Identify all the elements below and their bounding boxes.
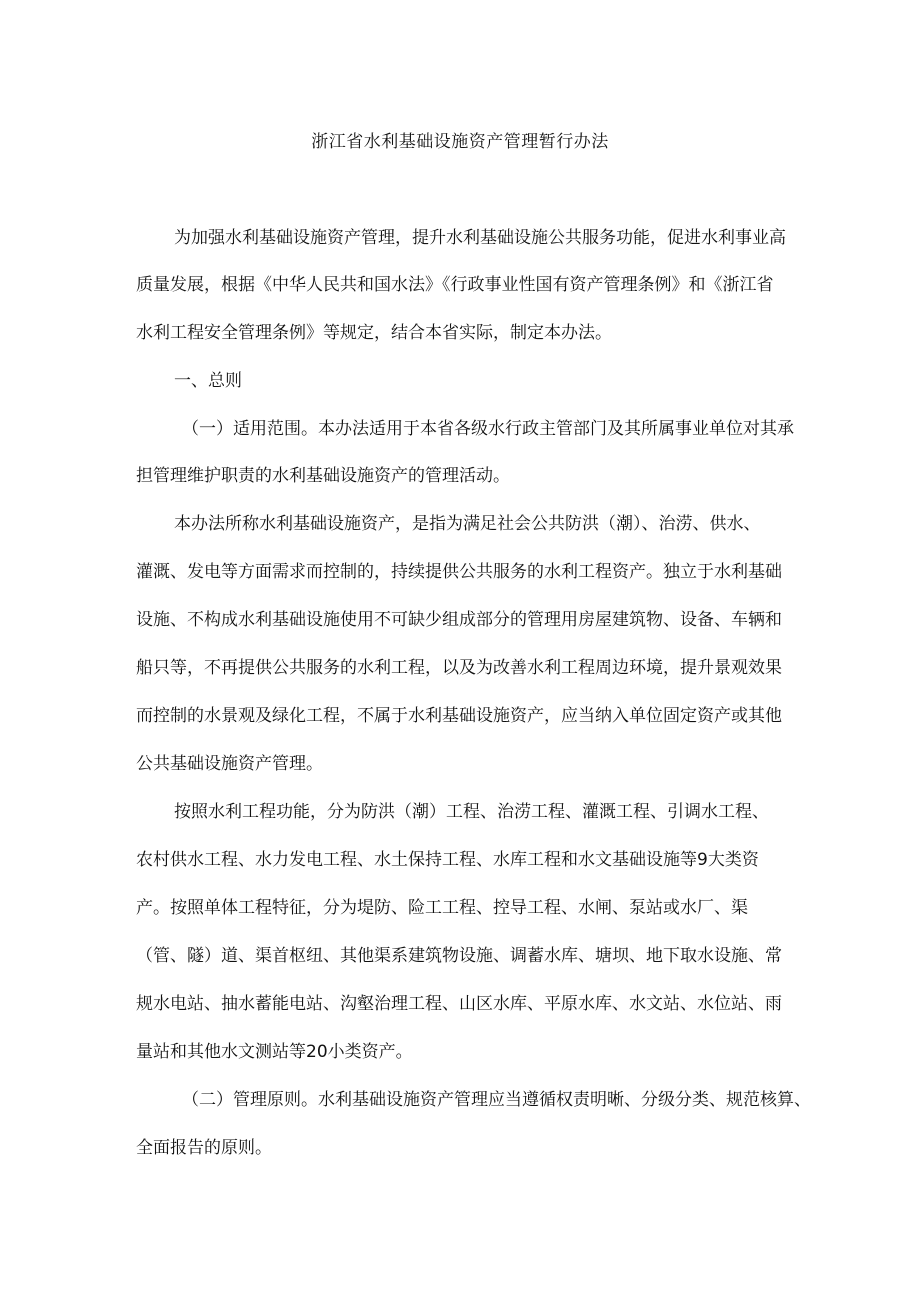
paragraph-line: 担管理维护职责的水利基础设施资产的管理活动。 — [136, 466, 510, 486]
paragraph-line: 水利工程安全管理条例》等规定，结合本省实际，制定本办法。 — [136, 323, 612, 343]
paragraph-line: 农村供水工程、水力发电工程、水土保持工程、水库工程和水文基础设施等9大类资 — [136, 850, 759, 870]
paragraph-line: 灌溉、发电等方面需求而控制的，持续提供公共服务的水利工程资产。独立于水利基础 — [136, 562, 782, 582]
paragraph-line: 产。按照单体工程特征，分为堤防、险工工程、控导工程、水闸、泵站或水厂、渠 — [136, 898, 748, 918]
paragraph-line: 质量发展，根据《中华人民共和国水法》《行政事业性国有资产管理条例》和《浙江省 — [136, 275, 774, 295]
paragraph-line: 全面报告的原则。 — [136, 1138, 272, 1158]
paragraph-line: 而控制的水景观及绿化工程，不属于水利基础设施资产，应当纳入单位固定资产或其他 — [136, 706, 782, 726]
document-title: 浙江省水利基础设施资产管理暂行办法 — [311, 132, 609, 152]
paragraph-line: 量站和其他水文测站等20小类资产。 — [136, 1042, 413, 1062]
paragraph-line: 公共基础设施资产管理。 — [136, 754, 323, 774]
paragraph-line: （二）管理原则。水利基础设施资产管理应当遵循权责明晰、分级分类、规范核算、 — [182, 1090, 811, 1110]
paragraph-line: 规水电站、抽水蓄能电站、沟壑治理工程、山区水库、平原水库、水文站、水位站、雨 — [136, 994, 782, 1014]
paragraph-line: （管、隧）道、渠首枢纽、其他渠系建筑物设施、调蓄水库、塘坝、地下取水设施、常 — [136, 946, 782, 966]
paragraph-line: 本办法所称水利基础设施资产，是指为满足社会公共防洪（潮）、治涝、供水、 — [174, 514, 761, 534]
paragraph-line: 按照水利工程功能，分为防洪（潮）工程、治涝工程、灌溉工程、引调水工程、 — [174, 802, 769, 822]
section-heading: 一、总则 — [174, 371, 242, 391]
paragraph-line: 为加强水利基础设施资产管理，提升水利基础设施公共服务功能，促进水利事业高 — [174, 228, 786, 248]
paragraph-line: 船只等，不再提供公共服务的水利工程，以及为改善水利工程周边环境，提升景观效果 — [136, 658, 782, 678]
paragraph-line: （一）适用范围。本办法适用于本省各级水行政主管部门及其所属事业单位对其承 — [182, 419, 794, 439]
paragraph-line: 设施、不构成水利基础设施使用不可缺少组成部分的管理用房屋建筑物、设备、车辆和 — [136, 610, 782, 630]
